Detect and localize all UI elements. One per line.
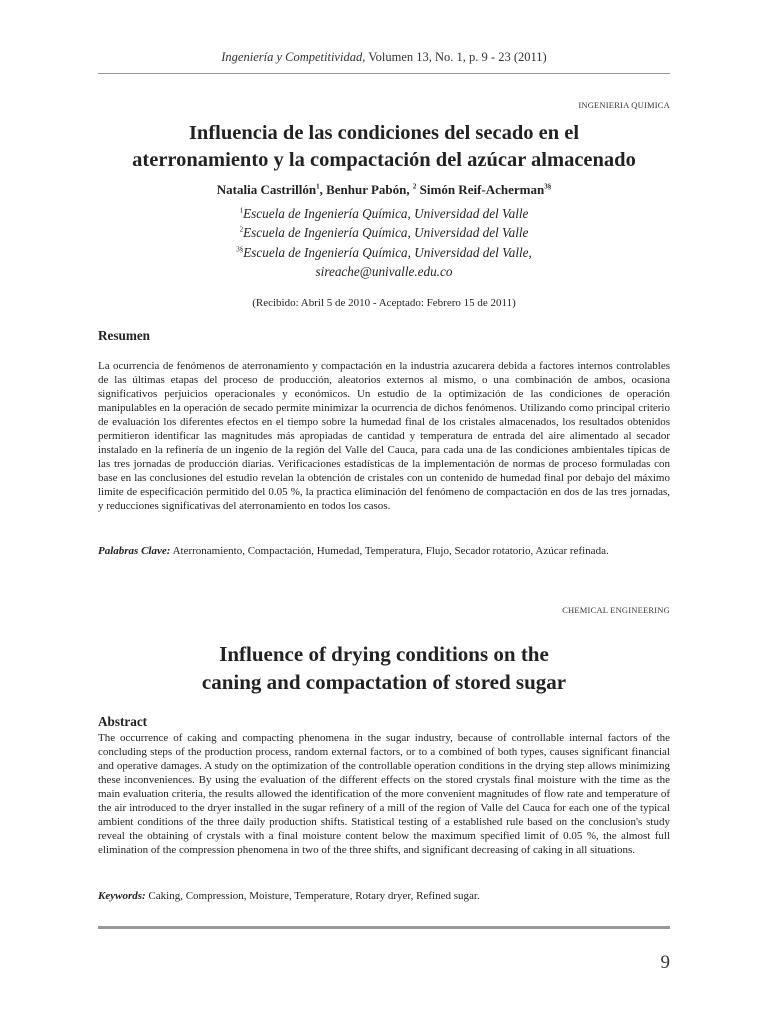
resumen-heading: Resumen [98,328,151,343]
affiliation-text: Escuela de Ingeniería Química, Universidad del Valle [243,206,529,221]
affiliation-1 [0,206,768,222]
title-spanish [60,120,708,174]
section-tag-english: CHEMICAL ENGINEERING [562,605,670,615]
journal-name: Ingeniería y Competitividad, [221,50,366,64]
author-mark: 3§ [544,182,552,191]
section-tag-spanish: INGENIERIA QUIMICA [578,100,670,110]
title-english [60,640,708,696]
title-english-line1: Influence of drying conditions on the [219,642,549,666]
author-mark: 1 [316,182,320,191]
authors [0,182,768,198]
keywords-list: Caking, Compression, Moisture, Temperature, Rotary dryer, Refined sugar. [148,890,480,902]
abstract-text: The occurrence of caking and compacting phenomena in the sugar industry, because of controllable internal factors of the concluding steps of the production process, random external factors, or to a combined of both types, causes significant financial and operative damages. A study on the optimization of the controllable operation conditions in the drying step allows minimizing these inconveniences. By using the evaluation of the different effects on the stored crystals final moisture with the time as the main evaluation criteria, the results allowed the identification of the more convenient magnitudes of flow rate and temperature of the air introduced to the dryer installed in the sugar refinery of a mill of the region of Valle del Cauca for each one of the typical ambient conditions of the three daily production shifts. Statistical testing of a established rule based on the conclusion's study reveal the obtaining of crystals with a final moisture content below the maximum specified limit of 0.05 %, the almost full elimination of the compression phenomena in two of the three shifts, and significant decreasing of caking in all situations. [98,732,670,856]
resumen-text: La ocurrencia de fenómenos de aterronamiento y compactación en la industria azucarera debida a factores internos controlables de las últimas etapas del proceso de producción, aleatorios externos al mismo, o una combinación de ambos, ocasiona significativos perjuicios operacionales y económicos. Un estudio de la optimización de las condiciones de operación manipulables en la operación de secado permite minimizar la ocurrencia de dichos fenómenos. Utilizando como principal criterio de evaluación los diferentes efectos en el tiempo sobre la humedad final de los cristales almacenados, los resultados obtenidos permitieron identificar las magnitudes más apropiadas de cantidad y temperatura de entrada del aire alimentado al secador instalado en la refinería de un ingenio de la región del Valle del Cauca, para cada una de las condiciones ambientales típicas de las tres jornadas de producción diarias. Verificaciones estadísticas de la implementación de normas de proceso formuladas con base en las conclusiones del estudio revelan la obtención de cristales con un contenido de humedad final por debajo del máximo limite de especificación permitido del 0.05 %, la practica eliminación del fenómeno de compactación en dos de las tres jornadas, y reducciones significativas del aterronamiento en todos los casos. [98,360,670,512]
journal-header [0,50,768,65]
affiliation-3 [0,245,768,261]
abstract-heading: Abstract [98,714,148,729]
affiliation-mark: 2 [239,225,244,234]
keywords-label: Keywords: [98,890,146,902]
received-date: (Recibido: Abril 5 de 2010 - Aceptado: Febrero 15 de 2011) [252,297,516,309]
page-number: 9 [660,952,670,973]
author-mark: 2 [412,182,417,191]
affiliation-mark: 1 [239,206,244,215]
affiliation-2 [0,225,768,241]
journal-issue: Volumen 13, No. 1, p. 9 - 23 (2011) [368,50,547,64]
affiliation-text: Escuela de Ingeniería Química, Universidad del Valle, [243,245,532,260]
palabras-clave [98,545,670,557]
author-name: , Benhur Pabón, [319,182,413,197]
title-english-line2: caning and compactation of stored sugar [201,670,567,694]
keywords [98,890,670,902]
author-email: sireache@univalle.edu.co [315,264,453,279]
palabras-clave-label: Palabras Clave: [98,545,171,557]
affiliation-text: Escuela de Ingeniería Química, Universidad del Valle [243,225,529,240]
title-spanish-line1: Influencia de las condiciones del secado en el [188,122,580,144]
palabras-clave-list: Aterronamiento, Compactación, Humedad, Temperatura, Flujo, Secador rotatorio, Azúcar refinada. [172,545,609,557]
author-name: Natalia Castrillón [216,182,317,197]
title-spanish-line2: aterronamiento y la compactación del azúcar almacenado [132,149,636,171]
header-divider [98,73,670,74]
footer-divider [98,926,670,929]
author-name: Simón Reif-Acherman [416,182,545,197]
affiliation-mark: 3§ [236,245,244,254]
